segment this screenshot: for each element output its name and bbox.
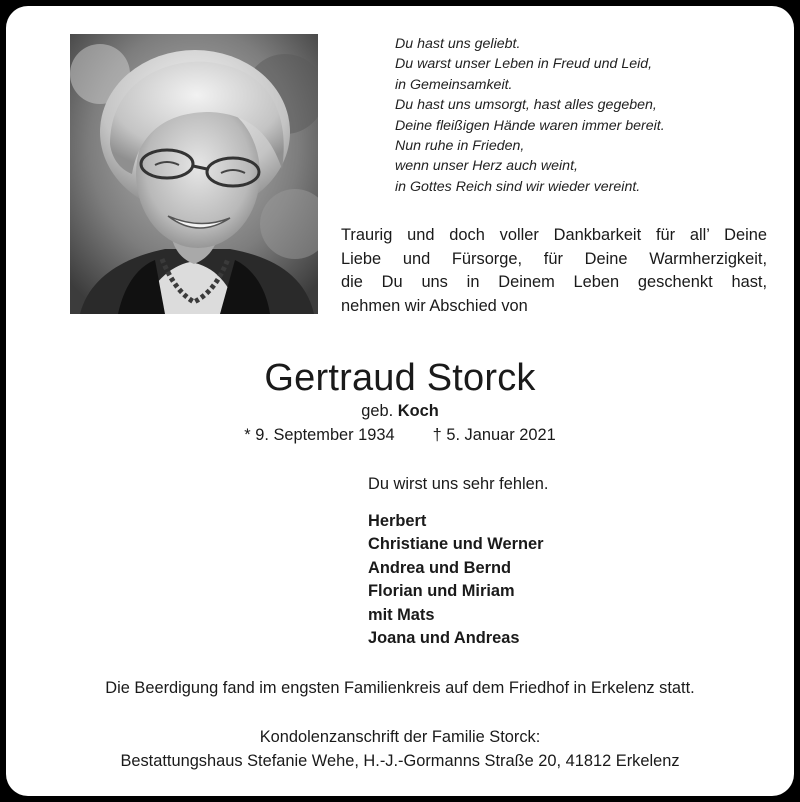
intro-text [341, 224, 767, 318]
condolence-address-line: Bestattungshaus Stefanie Wehe, H.-J.-Gormanns Straße 20, 41812 Erkelenz [120, 752, 680, 770]
poem-line: in Gemeinsamkeit. [395, 76, 513, 93]
maiden-surname: Koch [397, 402, 439, 420]
funeral-note: Die Beerdigung fand im engsten Familienkreis auf dem Friedhof in Erkelenz statt. [105, 679, 695, 697]
mourners-list [368, 510, 543, 650]
death-date: † 5. Januar 2021 [432, 426, 556, 444]
deceased-name: Gertraud Storck [264, 357, 536, 399]
mourner-name: Christiane und Werner [368, 535, 544, 554]
intro-line: Traurig und doch voller Dankbarkeit für all’ Deine [341, 226, 767, 244]
mourner-name: Andrea und Bernd [368, 558, 511, 577]
intro-line: die Du uns in Deinem Leben geschenkt hast, [341, 273, 767, 292]
poem-line: Nun ruhe in Frieden, [395, 138, 525, 155]
portrait-image [70, 34, 318, 314]
maiden-name [6, 400, 794, 422]
poem-line: wenn unser Herz auch weint, [395, 158, 578, 175]
poem-line: Du hast uns geliebt. [395, 36, 521, 52]
closing-line: Du wirst uns sehr fehlen. [368, 475, 549, 493]
condolence-address [6, 725, 794, 773]
life-dates [6, 424, 794, 446]
poem-line: Deine fleißigen Hände waren immer bereit. [395, 117, 665, 134]
mourner-name: mit Mats [368, 605, 435, 624]
portrait-photo [70, 34, 318, 314]
poem [395, 34, 755, 197]
mourner-name: Florian und Miriam [368, 582, 515, 601]
poem-line: in Gottes Reich sind wir wieder vereint. [395, 178, 641, 195]
poem-line: Du warst unser Leben in Freud und Leid, [395, 56, 653, 73]
mourner-name: Herbert [368, 512, 427, 530]
obituary-notice [6, 6, 794, 796]
poem-line: Du hast uns umsorgt, hast alles gegeben, [395, 97, 657, 114]
intro-line: Liebe und Fürsorge, für Deine Warmherzigkeit, [341, 249, 767, 268]
condolence-heading: Kondolenzanschrift der Familie Storck: [259, 728, 541, 746]
mourner-name: Joana und Andreas [368, 629, 520, 648]
intro-line: nehmen wir Abschied von [341, 296, 528, 315]
birth-date: * 9. September 1934 [244, 426, 395, 444]
maiden-prefix: geb. [361, 402, 394, 420]
